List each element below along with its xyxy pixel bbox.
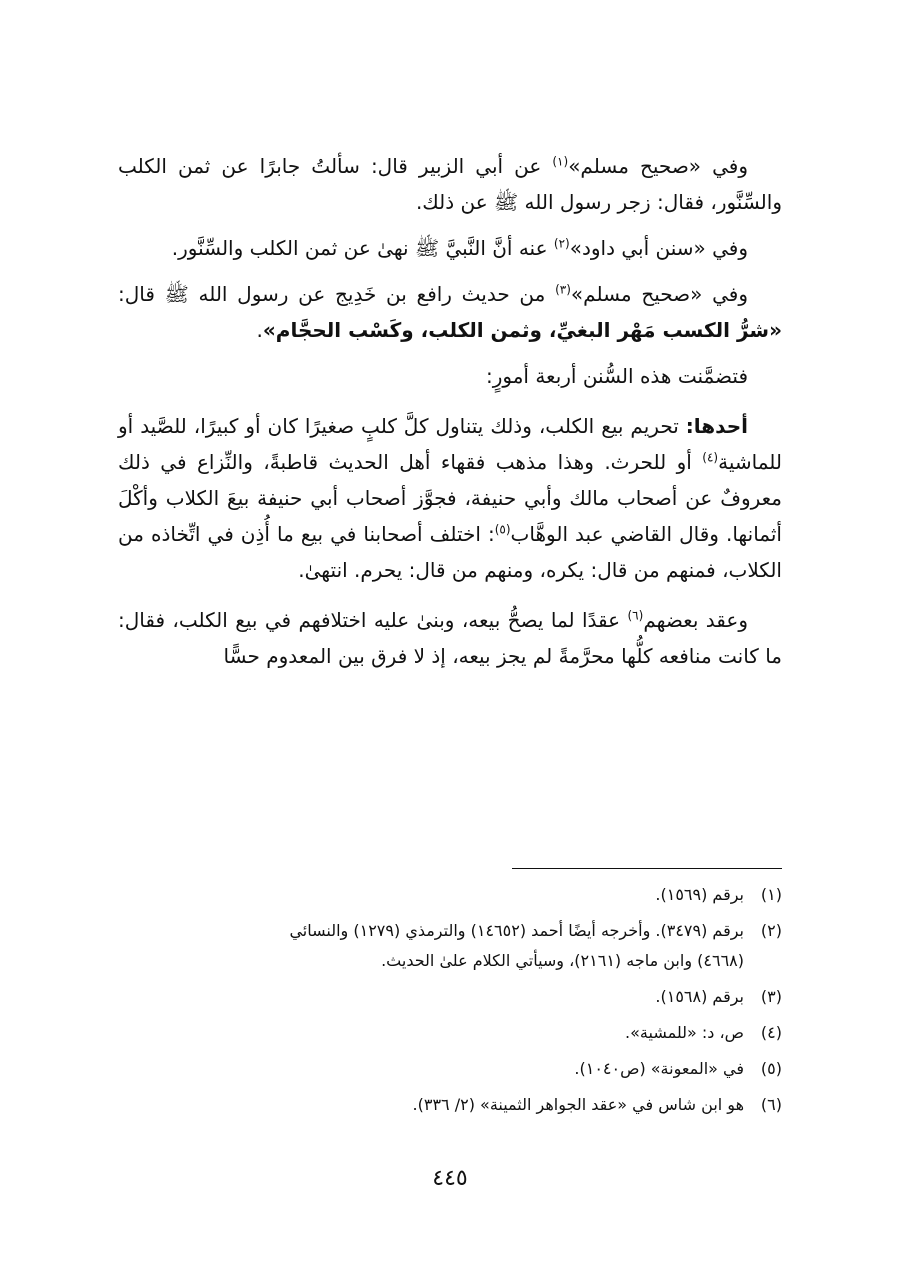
footnote-number: (٦): [760, 1095, 782, 1114]
footnote-divider: [512, 868, 782, 869]
footnote-text: ص، د: «للمشية».: [625, 1023, 744, 1042]
footnote-number: (٥): [760, 1059, 782, 1078]
footnote-text: برقم (١٥٦٩).: [655, 885, 744, 904]
paragraph-5: [118, 408, 782, 588]
footnote-number: (١): [760, 885, 782, 904]
paragraph-6: [118, 602, 782, 674]
paragraph-5-text-c: : اختلف أصحابنا في بيع ما أُذِن في اتِّخاذه من الكلاب، فمنهم من قال: يكره، ومنهم من قال: يحرم. انتهىٰ.: [118, 522, 782, 582]
footnote-text: برقم (١٥٦٨).: [655, 987, 744, 1006]
main-text: [118, 148, 782, 688]
footnote-ref-1: (١): [552, 154, 569, 169]
footnote-2: [118, 916, 782, 976]
paragraph-5-text-b: أو للحرث. وهذا مذهب فقهاء أهل الحديث قاطبةً، والنِّزاع في ذلك معروفٌ عن أصحاب مالك وأبي حنيفة، فجوَّز أصحاب أبي حنيفة بيعَ الكلاب وأكْلَ أثمانها. وقال القاضي عبد الوهَّاب: [118, 450, 782, 546]
footnote-4: [118, 1018, 782, 1048]
footnote-ref-2: (٢): [553, 236, 570, 251]
paragraph-5-heading: أحدها:: [685, 414, 748, 438]
footnote-ref-4: (٤): [702, 450, 719, 465]
paragraph-3-text-c: .: [256, 318, 263, 342]
footnote-6: [118, 1090, 782, 1120]
footnote-text-continued: (٤٦٦٨) وابن ماجه (٢١٦١)، وسيأتي الكلام علىٰ الحديث.: [381, 951, 744, 970]
footnote-number: (٢): [760, 921, 782, 940]
footnote-text: في «المعونة» (ص١٠٤٠).: [574, 1059, 744, 1078]
paragraph-3: [118, 276, 782, 348]
paragraph-1-text-a: وفي «صحيح مسلم»: [568, 154, 748, 178]
footnote-5: [118, 1054, 782, 1084]
paragraph-2: [118, 230, 782, 266]
paragraph-6-text-b: عقدًا لما يصحُّ بيعه، وبنىٰ عليه اختلافهم في بيع الكلب، فقال: ما كانت منافعه كلُّها محرَّمةً لم يجز بيعه، إذ لا فرق بين المعدوم حسًّا: [118, 608, 782, 668]
paragraph-1-text-b: عن أبي الزبير قال: سألتُ جابرًا عن ثمن الكلب والسِّنَّور، فقال: زجر رسول الله ﷺ عن ذلك.: [118, 154, 782, 214]
footnote-3: [118, 982, 782, 1012]
footnote-ref-5: (٥): [494, 522, 511, 537]
paragraph-5-text-a: تحريم بيع الكلب، وذلك يتناول كلَّ كلبٍ صغيرًا كان أو كبيرًا، للصَّيد أو للماشية: [118, 414, 782, 474]
paragraph-6-text-a: وعقد بعضهم: [643, 608, 748, 632]
footnote-text: برقم (٣٤٧٩). وأخرجه أيضًا أحمد (١٤٦٥٢) والترمذي (١٢٧٩) والنسائي: [289, 921, 744, 940]
footnote-ref-6: (٦): [627, 608, 644, 623]
footnote-1: [118, 880, 782, 910]
paragraph-4-text: فتضمَّنت هذه السُّنن أربعة أمورٍ:: [485, 364, 748, 388]
footnote-number: (٤): [760, 1023, 782, 1042]
paragraph-1: [118, 148, 782, 220]
footnote-ref-3: (٣): [555, 282, 571, 297]
page-number: ٤٤٥: [432, 1166, 468, 1191]
footnote-number: (٣): [760, 987, 782, 1006]
paragraph-3-text-a: وفي «صحيح مسلم»: [570, 282, 748, 306]
hadith-quote: «شرُّ الكسب مَهْر البغيِّ، وثمن الكلب، وكَسْب الحجَّام»: [262, 318, 782, 342]
footnote-text: هو ابن شاس في «عقد الجواهر الثمينة» (٢/ ٣٣٦).: [412, 1095, 744, 1114]
paragraph-3-text-b: من حديث رافع بن خَدِيج عن رسول الله ﷺ قال:: [118, 282, 556, 306]
footnotes: [118, 880, 782, 1126]
paragraph-2-text-b: عنه أنَّ النَّبيَّ ﷺ نهىٰ عن ثمن الكلب والسِّنَّور.: [171, 236, 554, 260]
paragraph-2-text-a: وفي «سنن أبي داود»: [569, 236, 748, 260]
paragraph-4: [118, 358, 782, 394]
